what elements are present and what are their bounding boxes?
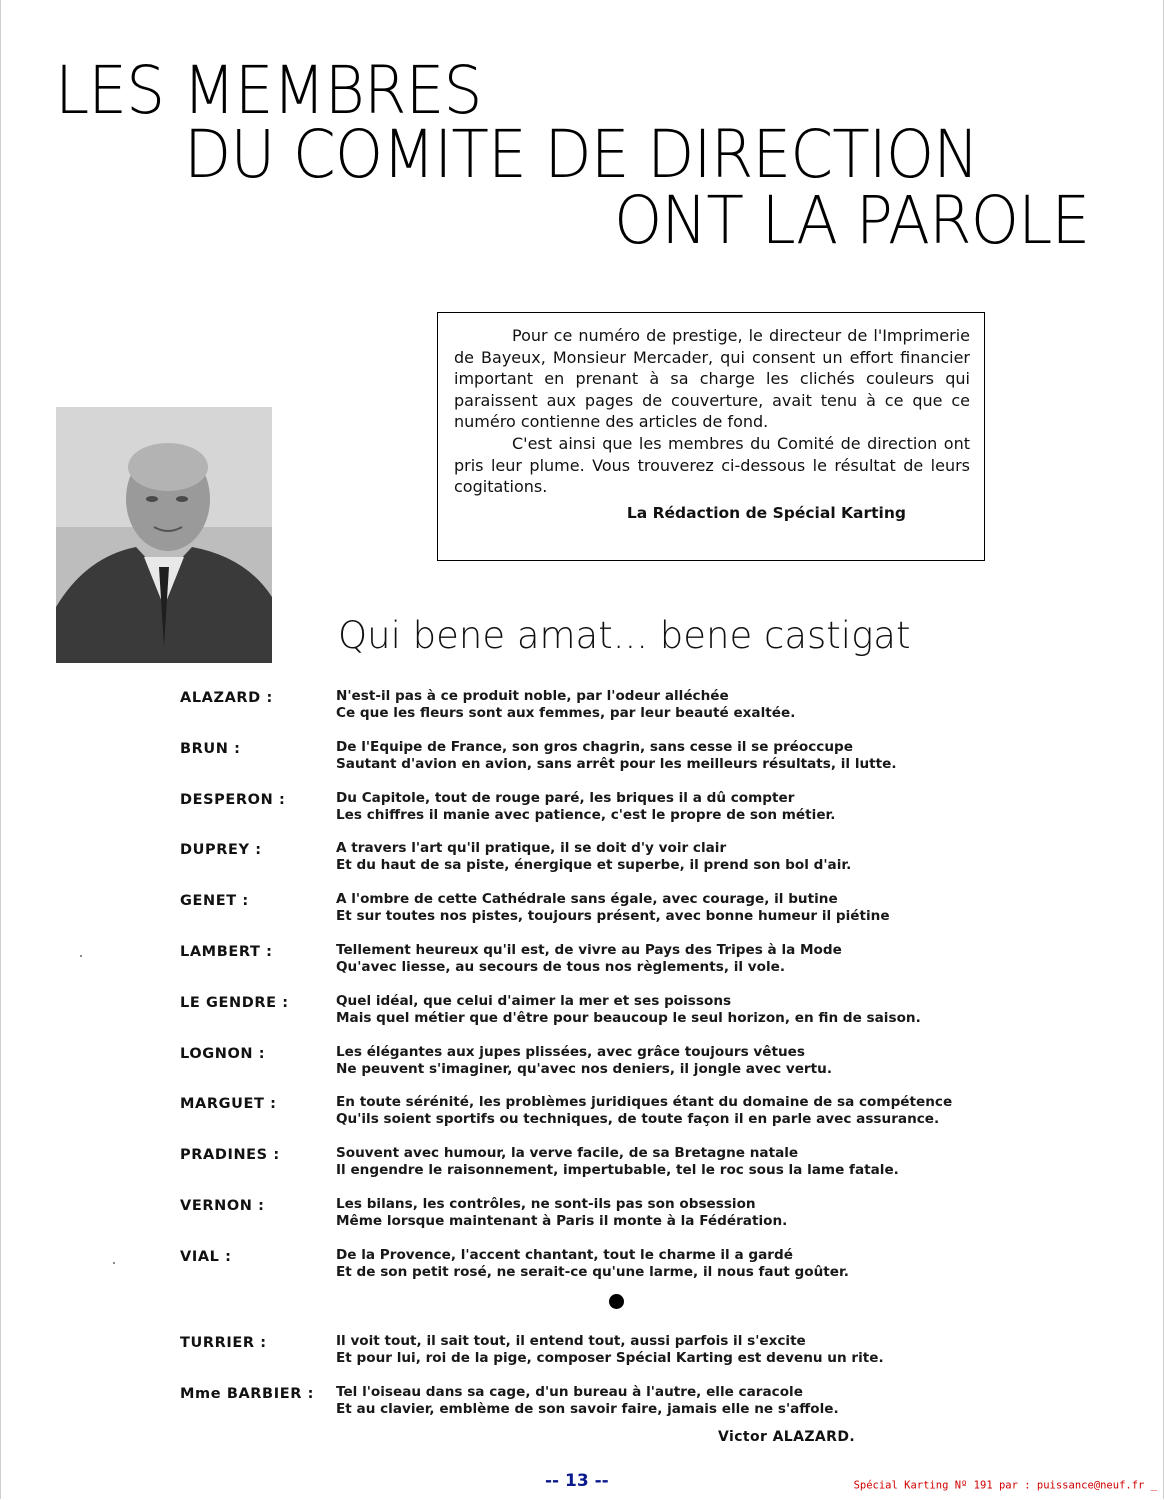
verse-line-1: Les bilans, les contrôles, ne sont-ils pas son obsession (336, 1195, 756, 1212)
member-name: LAMBERT : (180, 943, 273, 960)
footer-credit: Spécial Karting Nº 191 par : puissance@neuf.fr _ (853, 1479, 1157, 1492)
verse-line-1: En toute sérénité, les problèmes juridiques étant du domaine de sa compétence (336, 1094, 953, 1111)
member-verse (336, 840, 851, 874)
verse-line-2: Ne peuvent s'imaginer, qu'avec nos deniers, il jongle avec vertu. (336, 1060, 832, 1077)
member-name: VIAL : (180, 1248, 232, 1265)
member-verse (336, 891, 890, 925)
verse-line-2: Qu'ils soient sportifs ou techniques, de toute façon il en parle avec assurance. (336, 1111, 940, 1128)
verse-line-2: Les chiffres il manie avec patience, c'est le propre de son métier. (336, 806, 836, 823)
member-entry (180, 1145, 980, 1196)
member-verse (336, 1145, 899, 1179)
member-name: TURRIER : (180, 1335, 267, 1351)
member-verse (336, 1384, 839, 1418)
member-name: LOGNON : (180, 1045, 266, 1062)
verse-line-2: Et de son petit rosé, ne serait-ce qu'une larme, il nous faut goûter. (336, 1263, 849, 1280)
member-verse (336, 688, 795, 722)
headline-line-1: LES MEMBRES (55, 52, 482, 129)
member-name: GENET : (180, 893, 249, 910)
member-name: BRUN : (180, 740, 241, 757)
member-entry (180, 688, 980, 739)
verse-line-1: Tel l'oiseau dans sa cage, d'un bureau à l'autre, elle caracole (336, 1383, 803, 1400)
portrait-photo (56, 407, 272, 663)
member-verse (336, 1196, 787, 1230)
headline-line-2: DU COMITE DE DIRECTION (184, 116, 979, 193)
verse-line-2: Et au clavier, emblème de son savoir faire, jamais elle ne s'affole. (336, 1400, 839, 1417)
member-entry (180, 891, 980, 942)
member-verse (336, 739, 897, 773)
member-verse (336, 790, 835, 824)
member-name: DUPREY : (180, 842, 262, 859)
member-name: PRADINES : (180, 1147, 280, 1164)
verse-line-2: Qu'avec liesse, au secours de tous nos règlements, il vole. (336, 958, 786, 975)
verse-line-2: Et sur toutes nos pistes, toujours présent, avec bonne humeur il piétine (336, 908, 890, 925)
verse-line-1: N'est-il pas à ce produit noble, par l'odeur alléchée (336, 688, 729, 704)
verse-line-1: Quel idéal, que celui d'aimer la mer et ses poissons (336, 992, 732, 1009)
verse-line-1: Il voit tout, il sait tout, il entend tout, aussi parfois il s'excite (336, 1333, 806, 1349)
verse-line-2: Et du haut de sa piste, énergique et superbe, il prend son bol d'air. (336, 857, 852, 874)
member-name: ALAZARD : (180, 690, 273, 706)
member-verse (336, 1044, 832, 1078)
member-entry (180, 1384, 980, 1435)
section-bullet (609, 1294, 624, 1309)
verse-line-1: De la Provence, l'accent chantant, tout le charme il a gardé (336, 1246, 793, 1263)
member-verse-list (180, 688, 980, 1298)
member-verse (336, 1247, 849, 1281)
member-entry (180, 739, 980, 790)
member-verse (336, 1094, 952, 1128)
member-entry (180, 790, 980, 841)
verse-line-1: Souvent avec humour, la verve facile, de sa Bretagne natale (336, 1145, 799, 1162)
poem-title: Qui bene amat... bene castigat (338, 614, 911, 657)
page-number: -- 13 -- (545, 1471, 609, 1491)
member-entry (180, 1333, 980, 1384)
member-name: Mme BARBIER : (180, 1385, 315, 1402)
verse-line-2: Ce que les fleurs sont aux femmes, par leur beauté exaltée. (336, 705, 796, 721)
member-entry (180, 1196, 980, 1247)
member-name: MARGUET : (180, 1096, 277, 1113)
verse-line-1: Tellement heureux qu'il est, de vivre au Pays des Tripes à la Mode (336, 941, 842, 958)
member-name: VERNON : (180, 1197, 265, 1214)
verse-line-1: A travers l'art qu'il pratique, il se doit d'y voir clair (336, 840, 727, 857)
member-verse (336, 942, 842, 976)
member-entry (180, 1044, 980, 1095)
headline-line-3: ONT LA PAROLE (614, 182, 1090, 259)
verse-line-1: Du Capitole, tout de rouge paré, les briques il a dû compter (336, 789, 795, 806)
verse-line-2: Sautant d'avion en avion, sans arrêt pour les meilleurs résultats, il lutte. (336, 755, 897, 772)
member-verse (336, 1333, 884, 1367)
author-signature: Victor ALAZARD. (718, 1429, 856, 1445)
verse-line-1: A l'ombre de cette Cathédrale sans égale, avec courage, il butine (336, 891, 838, 908)
member-entry (180, 840, 980, 891)
member-entry (180, 1094, 980, 1145)
verse-line-1: Les élégantes aux jupes plissées, avec grâce toujours vêtues (336, 1043, 805, 1060)
member-verse (336, 993, 921, 1027)
verse-line-2: Il engendre le raisonnement, impertubable, tel le roc sous la lame fatale. (336, 1162, 899, 1179)
intro-signature: La Rédaction de Spécial Karting (626, 503, 906, 522)
verse-line-1: De l'Equipe de France, son gros chagrin, sans cesse il se préoccupe (336, 738, 853, 755)
print-speck (80, 955, 82, 957)
member-verse-list-staff (180, 1333, 980, 1435)
verse-line-2: Mais quel métier que d'être pour beaucoup le seul horizon, en fin de saison. (336, 1009, 921, 1026)
portrait-illustration (56, 407, 272, 663)
member-entry (180, 942, 980, 993)
member-name: LE GENDRE : (180, 994, 289, 1011)
member-name: DESPERON : (180, 791, 286, 808)
print-speck (113, 1262, 115, 1264)
verse-line-2: Et pour lui, roi de la pige, composer Spécial Karting est devenu un rite. (336, 1350, 884, 1366)
intro-paragraph-2: C'est ainsi que les membres du Comité de direction ont pris leur plume. Vous trouverez ci-dessous le résultat de leurs cogitations. (454, 433, 970, 497)
member-entry (180, 1247, 980, 1298)
intro-box (437, 312, 985, 561)
intro-paragraph-1: Pour ce numéro de prestige, le directeur de l'Imprimerie de Bayeux, Monsieur Mercader, qui consent un effort financier important en prenant à sa charge les clichés couleurs qui paraissent aux pages de couverture, avait tenu à ce que ce numéro contienne des articles de fond. (454, 326, 970, 432)
member-entry (180, 993, 980, 1044)
verse-line-2: Même lorsque maintenant à Paris il monte à la Fédération. (336, 1212, 788, 1229)
